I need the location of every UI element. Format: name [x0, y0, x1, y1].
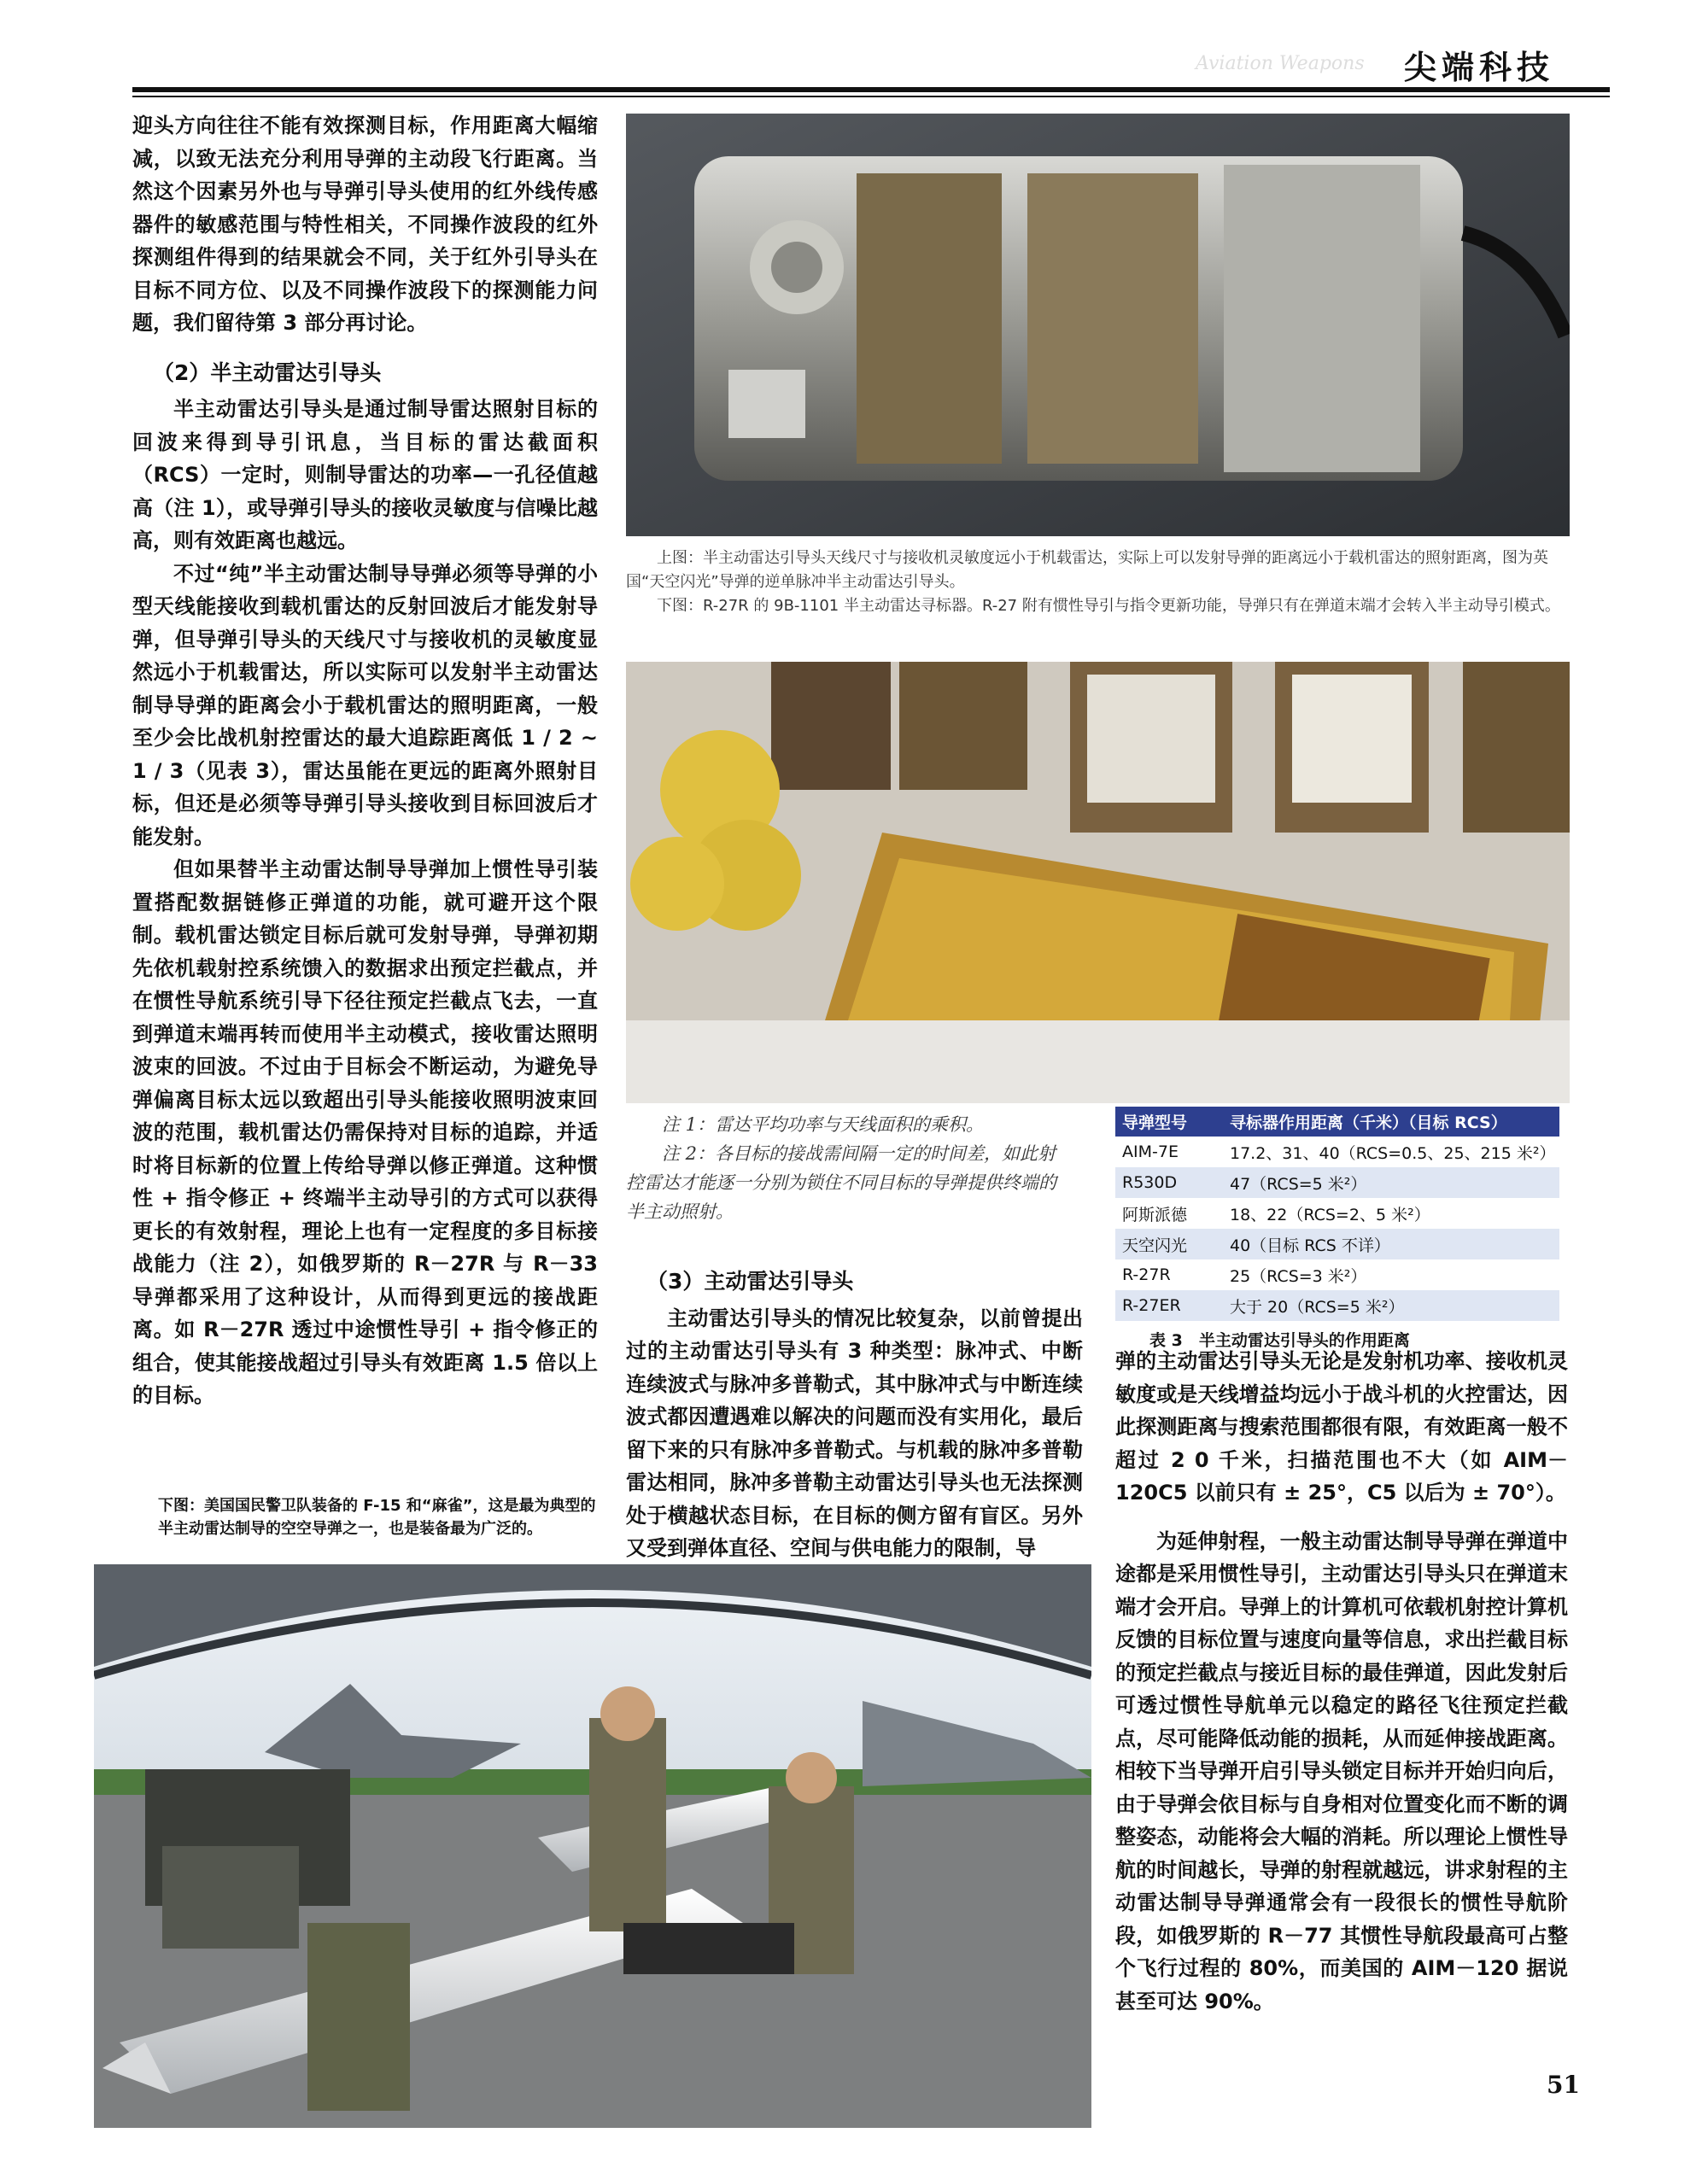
table-row	[1115, 1167, 1559, 1198]
left-paragraph-1: 迎头方向往往不能有效探测目标，作用距离大幅缩减，以致无法充分利用导弹的主动段飞行距离。当然这个因素另外也与导弹引导头使用的红外线传感器件的敏感范围与特性相关，不同操作波段的红外探测组件得到的结果就会不同，关于红外引导头在目标不同方位、以及不同操作波段下的探测能力问题，我们留待第 3 部分再讨论。	[132, 114, 598, 335]
table-row	[1115, 1259, 1559, 1290]
table-caption: 表 3 半主动雷达引导头的作用距离	[1149, 1331, 1410, 1350]
footnote-2: 注 2：各目标的接战需间隔一定的时间差，如此射控雷达才能逐一分别为锁住不同目标的导弹提供终端的半主动照射。	[626, 1143, 1056, 1222]
seeker-illustration	[626, 114, 1570, 536]
table-cell-missile: R-27ER	[1115, 1290, 1223, 1321]
table-row	[1115, 1137, 1559, 1167]
table-cell-range: 大于 20（RCS=5 米²）	[1223, 1290, 1559, 1321]
table-row	[1115, 1198, 1559, 1229]
right-paragraph-1: 弹的主动雷达引导头无论是发射机功率、接收机灵敏度或是天线增益均远小于战斗机的火控雷达，因此探测距离与搜索范围都很有限，有效距离一般不超过 2 0 千米，扫描范围也不大（如 AIM－120C5 以前只有 ± 25°，C5 以后为 ± 70°）。	[1115, 1349, 1568, 1505]
skyflash-seeker-photo	[626, 114, 1570, 536]
f15-photo-caption: 下图：美国国民警卫队装备的 F-15 和“麻雀”，这是最为典型的半主动雷达制导的空空导弹之一，也是装备最为广泛的。	[158, 1497, 596, 1538]
table-header-row	[1115, 1107, 1559, 1137]
table-cell-missile: 天空闪光	[1115, 1229, 1223, 1259]
left-paragraph-3: 不过“纯”半主动雷达制导导弹必须等导弹的小型天线能接收到载机雷达的反射回波后才能发射导弹，但导弹引导头的天线尺寸与接收机的灵敏度显然远小于机载雷达，所以实际可以发射半主动雷达制导导弹的距离会小于载机雷达的照明距离，一般至少会比战机射控雷达的最大追踪距离低 1 / 2 ~ 1 / 3（见表 3），雷达虽能在更远的距离外照射目标，但还是必须等导弹引导头接收到目标回波后才能发射。	[132, 561, 598, 849]
table-cell-range: 40（目标 RCS 不详）	[1223, 1229, 1559, 1259]
page-number: 51	[1547, 2071, 1580, 2099]
f15-sparrow-photo	[94, 1564, 1091, 2128]
header-ghost-text: Aviation Weapons	[1196, 53, 1365, 74]
seeker-range-table-wrap	[1115, 1107, 1559, 1351]
table-cell-range: 18、22（RCS=2、5 米²）	[1223, 1198, 1559, 1229]
middle-paragraph-1: 主动雷达引导头的情况比较复杂，以前曾提出过的主动雷达引导头有 3 种类型：脉冲式、中断连续波式与脉冲多普勒式，其中脉冲式与中断连续波式都因遭遇难以解决的问题而没有实用化，最后留下来的只有脉冲多普勒式。与机载的脉冲多普勒雷达相同，脉冲多普勒主动雷达引导头也无法探测处于横越状态目标，在目标的侧方留有盲区。另外又受到弹体直径、空间与供电能力的限制，导	[626, 1306, 1083, 1560]
left-paragraph-4: 但如果替半主动雷达制导导弹加上惯性导引装置搭配数据链修正弹道的功能，就可避开这个限制。载机雷达锁定目标后就可发射导弹，导弹初期先依机载射控系统馈入的数据求出预定拦截点，并在惯性导航系统引导下径往预定拦截点飞去，一直到弹道末端再转而使用半主动模式，接收雷达照明波束的回波。不过由于目标会不断运动，为避免导弹偏离目标太远以致超出引导头能接收照明波束回波的范围，载机雷达仍需保持对目标的追踪，并适时将目标新的位置上传给导弹以修正弹道。这种惯性 + 指令修正 + 终端半主动导引的方式可以获得更长的有效射程，理论上也有一定程度的多目标接战能力（注 2），如俄罗斯的 R－27R 与 R－33 导弹都采用了这种设计，从而得到更远的接战距离。如 R－27R 透过中途惯性导引 + 指令修正的组合，使其能接战超过引导头有效距离 1.5 倍以上的目标。	[132, 857, 598, 1407]
magazine-section-title: 尖端科技	[1403, 49, 1554, 86]
r27r-seeker-photo	[626, 662, 1570, 1103]
table-row	[1115, 1229, 1559, 1259]
left-column	[132, 109, 598, 1412]
table-cell-range: 25（RCS=3 米²）	[1223, 1259, 1559, 1290]
r27-illustration	[626, 662, 1570, 1103]
table-header-range: 寻标器作用距离（千米）（目标 RCS）	[1223, 1107, 1559, 1137]
footnotes	[626, 1110, 1070, 1226]
caption-upper-photo: 上图：半主动雷达引导头天线尺寸与接收机灵敏度远小于机载雷达，实际上可以发射导弹的距离远小于载机雷达的照射距离，图为英国“天空闪光”导弹的逆单脉冲半主动雷达引导头。	[626, 549, 1548, 591]
section-3-title: （3）主动雷达引导头	[646, 1269, 854, 1294]
caption-lower-photo: 下图：R-27R 的 9B-1101 半主动雷达寻标器。R-27 附有惯性导引与指令更新功能，导弹只有在弹道末端才会转入半主动导引模式。	[657, 597, 1560, 615]
table-cell-missile: R-27R	[1115, 1259, 1223, 1290]
top-right-caption	[626, 546, 1570, 618]
right-paragraph-2: 为延伸射程，一般主动雷达制导导弹在弹道中途都是采用惯性导引，主动雷达引导头只在弹道末端才会开启。导弹上的计算机可依载机射控计算机反馈的目标位置与速度向量等信息，求出拦截目标的预定拦截点与接近目标的最佳弹道，因此发射后可透过惯性导航单元以稳定的路径飞往预定拦截点，尽可能降低动能的损耗，从而延伸接战距离。相较下当导弹开启引导头锁定目标并开始归向后，由于导弹会依目标与自身相对位置变化而不断的调整姿态，动能将会大幅的消耗。所以理论上惯性导航的时间越长，导弹的射程就越远，讲求射程的主动雷达制导导弹通常会有一段很长的惯性导航阶段，如俄罗斯的 R－77 其惯性导航段最高可占整个飞行过程的 80%，而美国的 AIM－120 据说甚至可达 90%。	[1115, 1528, 1568, 2013]
footnote-1: 注 1：雷达平均功率与天线面积的乘积。	[662, 1114, 985, 1135]
right-column	[1115, 1345, 1568, 2018]
section-2-title: （2）半主动雷达引导头	[153, 359, 382, 385]
table-cell-missile: R530D	[1115, 1167, 1223, 1198]
table-cell-range: 47（RCS=5 米²）	[1223, 1167, 1559, 1198]
table-cell-range: 17.2、31、40（RCS=0.5、25、215 米²）	[1223, 1137, 1559, 1167]
table-header-missile: 导弹型号	[1115, 1107, 1223, 1137]
table-row	[1115, 1290, 1559, 1321]
middle-column	[626, 1248, 1083, 1565]
table-cell-missile: AIM-7E	[1115, 1137, 1223, 1167]
left-paragraph-2: 半主动雷达引导头是通过制导雷达照射目标的回波来得到导引讯息，当目标的雷达截面积（RCS）一定时，则制导雷达的功率—一孔径值越高（注 1），或导弹引导头的接收灵敏度与信噪比越高，则有效距离也越远。	[132, 397, 598, 552]
header-rule	[132, 87, 1610, 92]
seeker-range-table	[1115, 1107, 1559, 1321]
table-cell-missile: 阿斯派德	[1115, 1198, 1223, 1229]
f15-illustration	[94, 1564, 1091, 2128]
header-rule-thin	[132, 96, 1610, 97]
